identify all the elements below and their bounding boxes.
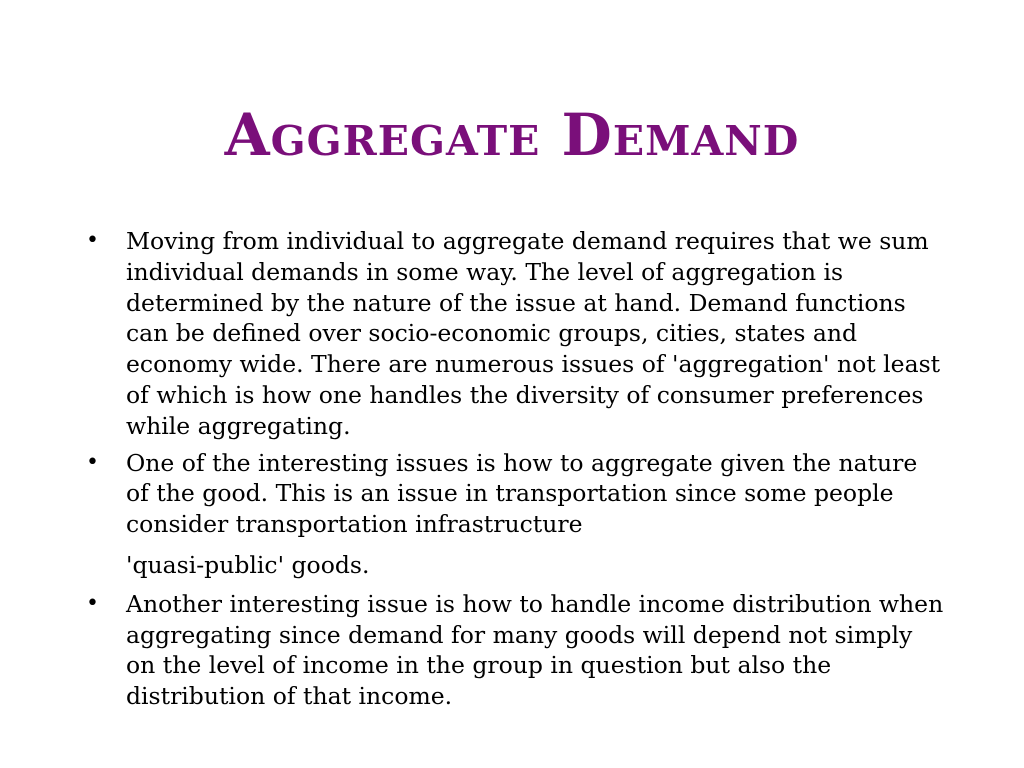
bullet-text: Moving from individual to aggregate demand requires that we sum individual demands in some way. The level of aggregation is determined by the nature of the issue at hand. Demand functions can be defined over socio-economic groups, cities, states and economy wide. There are numerous issues of 'aggregation' not least of which is how one handles the diversity of consumer preferences while aggregating. (126, 227, 941, 440)
bullet-item (0, 589, 1024, 712)
slide-title: Aggregate Demand (224, 101, 800, 169)
bullet-marker: • (86, 590, 99, 616)
bullet-text: Another interesting issue is how to handle income distribution when aggregating since demand for many goods will depend not simply on the level of income in the group in question but also the distribution of that income. (126, 589, 944, 711)
bullet-marker: • (86, 228, 99, 253)
bullet-item (0, 226, 1024, 442)
bullet-item (0, 448, 1024, 581)
bullet-text-tail: 'quasi-public' goods. (126, 550, 370, 579)
bullet-marker: • (86, 449, 99, 475)
bullet-text: One of the interesting issues is how to aggregate given the nature of the good. This is an issue in transportation since some people consider transportation infrastructure (126, 448, 918, 539)
bullet-list (0, 226, 1024, 712)
